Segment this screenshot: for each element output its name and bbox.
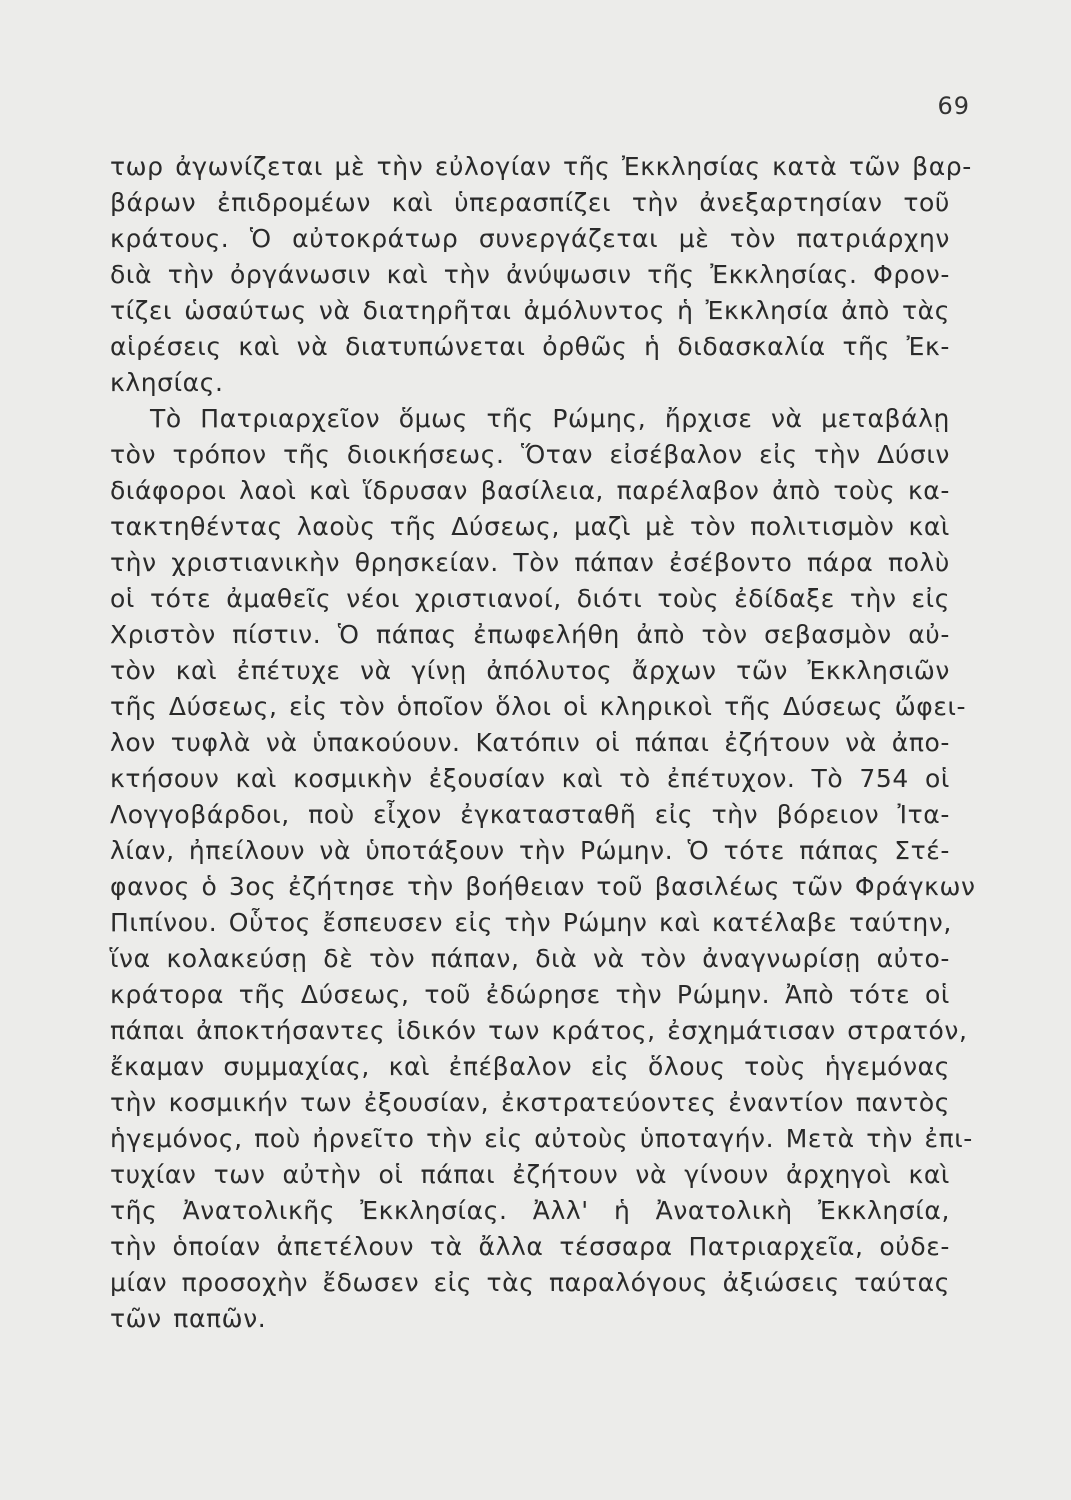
- text-line: κράτους. Ὁ αὐτοκράτωρ συνεργάζεται μὲ τὸν πατριάρχην: [110, 224, 950, 253]
- text-line: τῆς Δύσεως, εἰς τὸν ὁποῖον ὅλοι οἱ κληρικοὶ τῆς Δύσεως ὤφει-: [110, 692, 967, 721]
- text-line: λον τυφλὰ νὰ ὑπακούουν. Κατόπιν οἱ πάπαι ἐζήτουν νὰ ἀπο-: [110, 728, 950, 757]
- text-line: Πιπίνου. Οὗτος ἔσπευσεν εἰς τὴν Ρώμην καὶ κατέλαβε ταύτην,: [110, 908, 952, 937]
- text-line: τὴν ὁποίαν ἀπετέλουν τὰ ἄλλα τέσσαρα Πατριαρχεῖα, οὐδε-: [110, 1232, 950, 1261]
- text-line: φανος ὁ 3ος ἐζήτησε τὴν βοήθειαν τοῦ βασιλέως τῶν Φράγκων: [110, 872, 976, 901]
- text-line: τῆς Ἀνατολικῆς Ἐκκλησίας. Ἀλλ' ἡ Ἀνατολικὴ Ἐκκλησία,: [110, 1196, 950, 1225]
- text-line: τυχίαν των αὐτὴν οἱ πάπαι ἐζήτουν νὰ γίνουν ἀρχηγοὶ καὶ: [110, 1160, 950, 1189]
- text-line: Χριστὸν πίστιν. Ὁ πάπας ἐπωφελήθη ἀπὸ τὸν σεβασμὸν αὐ-: [110, 620, 950, 649]
- text-line: τῶν παπῶν.: [110, 1304, 267, 1333]
- text-line: κτήσουν καὶ κοσμικὴν ἐξουσίαν καὶ τὸ ἐπέτυχον. Τὸ 754 οἱ: [110, 764, 950, 793]
- text-line: τὸν καὶ ἐπέτυχε νὰ γίνῃ ἀπόλυτος ἄρχων τῶν Ἐκκλησιῶν: [110, 656, 950, 685]
- text-line: βάρων ἐπιδρομέων καὶ ὑπερασπίζει τὴν ἀνεξαρτησίαν τοῦ: [110, 188, 950, 217]
- text-line: μίαν προσοχὴν ἔδωσεν εἰς τὰς παραλόγους ἀξιώσεις ταύτας: [110, 1268, 950, 1297]
- text-line: οἱ τότε ἀμαθεῖς νέοι χριστιανοί, διότι τοὺς ἐδίδαξε τὴν εἰς: [110, 584, 950, 613]
- page-number: 69: [937, 92, 970, 120]
- text-line: τωρ ἀγωνίζεται μὲ τὴν εὐλογίαν τῆς Ἐκκλησίας κατὰ τῶν βαρ-: [110, 152, 972, 181]
- text-line: ἡγεμόνος, ποὺ ἠρνεῖτο τὴν εἰς αὐτοὺς ὑποταγήν. Μετὰ τὴν ἐπι-: [110, 1124, 973, 1153]
- text-line: ἵνα κολακεύσῃ δὲ τὸν πάπαν, διὰ νὰ τὸν ἀναγνωρίσῃ αὐτο-: [110, 944, 950, 973]
- text-line: κράτορα τῆς Δύσεως, τοῦ ἐδώρησε τὴν Ρώμην. Ἀπὸ τότε οἱ: [110, 980, 950, 1009]
- text-line: τὴν κοσμικήν των ἐξουσίαν, ἐκστρατεύοντες ἐναντίον παντὸς: [110, 1088, 950, 1117]
- text-line: αἱρέσεις καὶ νὰ διατυπώνεται ὀρθῶς ἡ διδασκαλία τῆς Ἐκ-: [110, 332, 950, 361]
- text-line: τακτηθέντας λαοὺς τῆς Δύσεως, μαζὶ μὲ τὸν πολιτισμὸν καὶ: [110, 512, 950, 541]
- text-line: ἔκαμαν συμμαχίας, καὶ ἐπέβαλον εἰς ὅλους τοὺς ἡγεμόνας: [110, 1052, 950, 1081]
- text-line: Τὸ Πατριαρχεῖον ὅμως τῆς Ρώμης, ἤρχισε νὰ μεταβάλῃ: [150, 404, 950, 433]
- text-line: τὴν χριστιανικὴν θρησκείαν. Τὸν πάπαν ἐσέβοντο πάρα πολὺ: [110, 548, 950, 577]
- text-line: λίαν, ἠπείλουν νὰ ὑποτάξουν τὴν Ρώμην. Ὁ τότε πάπας Στέ-: [110, 836, 950, 865]
- text-line: τὸν τρόπον τῆς διοικήσεως. Ὅταν εἰσέβαλον εἰς τὴν Δύσιν: [110, 440, 950, 469]
- text-line: κλησίας.: [110, 368, 224, 397]
- text-line: Λογγοβάρδοι, ποὺ εἶχον ἐγκατασταθῆ εἰς τὴν βόρειον Ἰτα-: [110, 800, 950, 829]
- text-line: πάπαι ἀποκτήσαντες ἰδικόν των κράτος, ἐσχημάτισαν στρατόν,: [110, 1016, 968, 1045]
- text-line: τίζει ὡσαύτως νὰ διατηρῆται ἀμόλυντος ἡ Ἐκκλησία ἀπὸ τὰς: [110, 296, 950, 325]
- text-line: διὰ τὴν ὀργάνωσιν καὶ τὴν ἀνύψωσιν τῆς Ἐκκλησίας. Φρον-: [110, 260, 950, 289]
- text-line: διάφοροι λαοὶ καὶ ἵδρυσαν βασίλεια, παρέλαβον ἀπὸ τοὺς κα-: [110, 476, 950, 505]
